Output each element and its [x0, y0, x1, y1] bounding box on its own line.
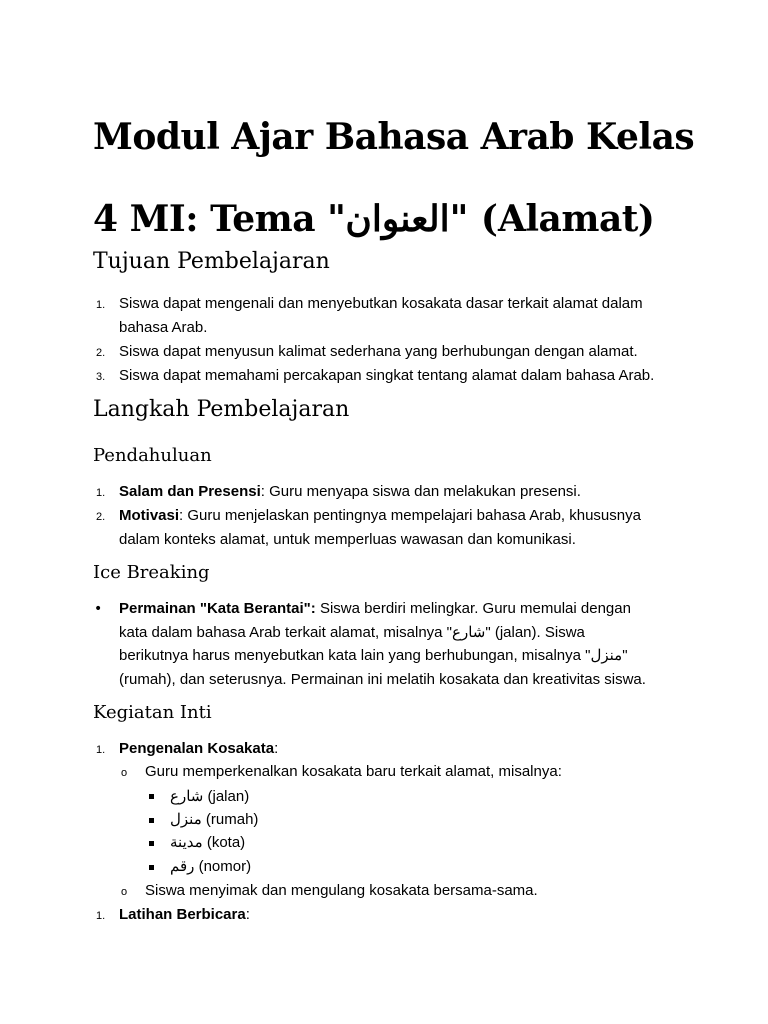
- heading-langkah: Langkah Pembelajaran: [93, 397, 350, 422]
- heading-pendahuluan: Pendahuluan: [93, 445, 212, 466]
- bullet-marker: •: [94, 601, 103, 617]
- vocab-item: مدينة (kota): [170, 834, 246, 851]
- sublist-marker: o: [121, 886, 128, 898]
- square-bullet: [149, 794, 154, 799]
- list-item-text: [119, 600, 631, 618]
- vocab-item: منزل (rumah): [170, 811, 259, 828]
- list-number: 1.: [96, 910, 106, 922]
- list-item-text: Siswa dapat memahami percakapan singkat tentang alamat dalam bahasa Arab.: [119, 367, 655, 384]
- item-text: Siswa berdiri melingkar. Guru memulai dengan: [315, 600, 631, 617]
- list-number: 2.: [96, 511, 106, 523]
- list-item-text: dalam konteks alamat, untuk memperluas wawasan dan komunikasi.: [119, 531, 576, 548]
- list-number: 2.: [96, 347, 106, 359]
- item-bold: Salam dan Presensi: [119, 483, 261, 500]
- item-text: : Guru menyapa siswa dan melakukan presensi.: [260, 483, 581, 500]
- vocab-item: شارع (jalan): [170, 788, 250, 805]
- list-number: 3.: [96, 371, 106, 383]
- square-bullet: [149, 841, 154, 846]
- item-bold: Latihan Berbicara: [119, 906, 246, 923]
- list-item-text: [119, 507, 641, 525]
- item-bold: Permainan "Kata Berantai":: [119, 600, 316, 617]
- list-item-text: Siswa dapat menyusun kalimat sederhana yang berhubungan dengan alamat.: [119, 343, 638, 360]
- list-number: 1.: [96, 744, 106, 756]
- title-line-2: 4 MI: Tema "العنوان" (Alamat): [93, 198, 655, 240]
- item-text: :: [245, 906, 250, 923]
- item-text: : Guru menjelaskan pentingnya mempelajari bahasa Arab, khususnya: [179, 507, 641, 524]
- list-item-text: berikutnya harus menyebutkan kata lain yang berhubungan, misalnya "منزل": [119, 647, 628, 664]
- item-bold: Motivasi: [119, 507, 180, 524]
- heading-kegiatan-inti: Kegiatan Inti: [93, 702, 212, 723]
- item-bold: Pengenalan Kosakata: [119, 740, 275, 757]
- list-item-text: kata dalam bahasa Arab terkait alamat, misalnya "شارع" (jalan). Siswa: [119, 624, 585, 641]
- square-bullet: [149, 865, 154, 870]
- list-item-text: [119, 906, 250, 924]
- document-title: [93, 96, 693, 260]
- sublist-item-text: Guru memperkenalkan kosakata baru terkait alamat, misalnya:: [145, 763, 562, 780]
- list-item-text: bahasa Arab.: [119, 319, 208, 336]
- square-bullet: [149, 818, 154, 823]
- sublist-marker: o: [121, 767, 128, 779]
- list-item-text: [119, 483, 581, 501]
- list-item-text: (rumah), dan seterusnya. Permainan ini melatih kosakata dan kreativitas siswa.: [119, 671, 646, 688]
- list-item-text: [119, 740, 278, 758]
- sublist-item-text: Siswa menyimak dan mengulang kosakata bersama-sama.: [145, 882, 538, 899]
- list-number: 1.: [96, 299, 106, 311]
- heading-tujuan: Tujuan Pembelajaran: [93, 249, 330, 274]
- vocab-item: رقم (nomor): [170, 858, 252, 875]
- item-text: :: [274, 740, 279, 757]
- title-line-1: Modul Ajar Bahasa Arab Kelas: [93, 116, 695, 158]
- heading-ice-breaking: Ice Breaking: [93, 562, 210, 583]
- list-number: 1.: [96, 487, 106, 499]
- list-item-text: Siswa dapat mengenali dan menyebutkan kosakata dasar terkait alamat dalam: [119, 295, 643, 312]
